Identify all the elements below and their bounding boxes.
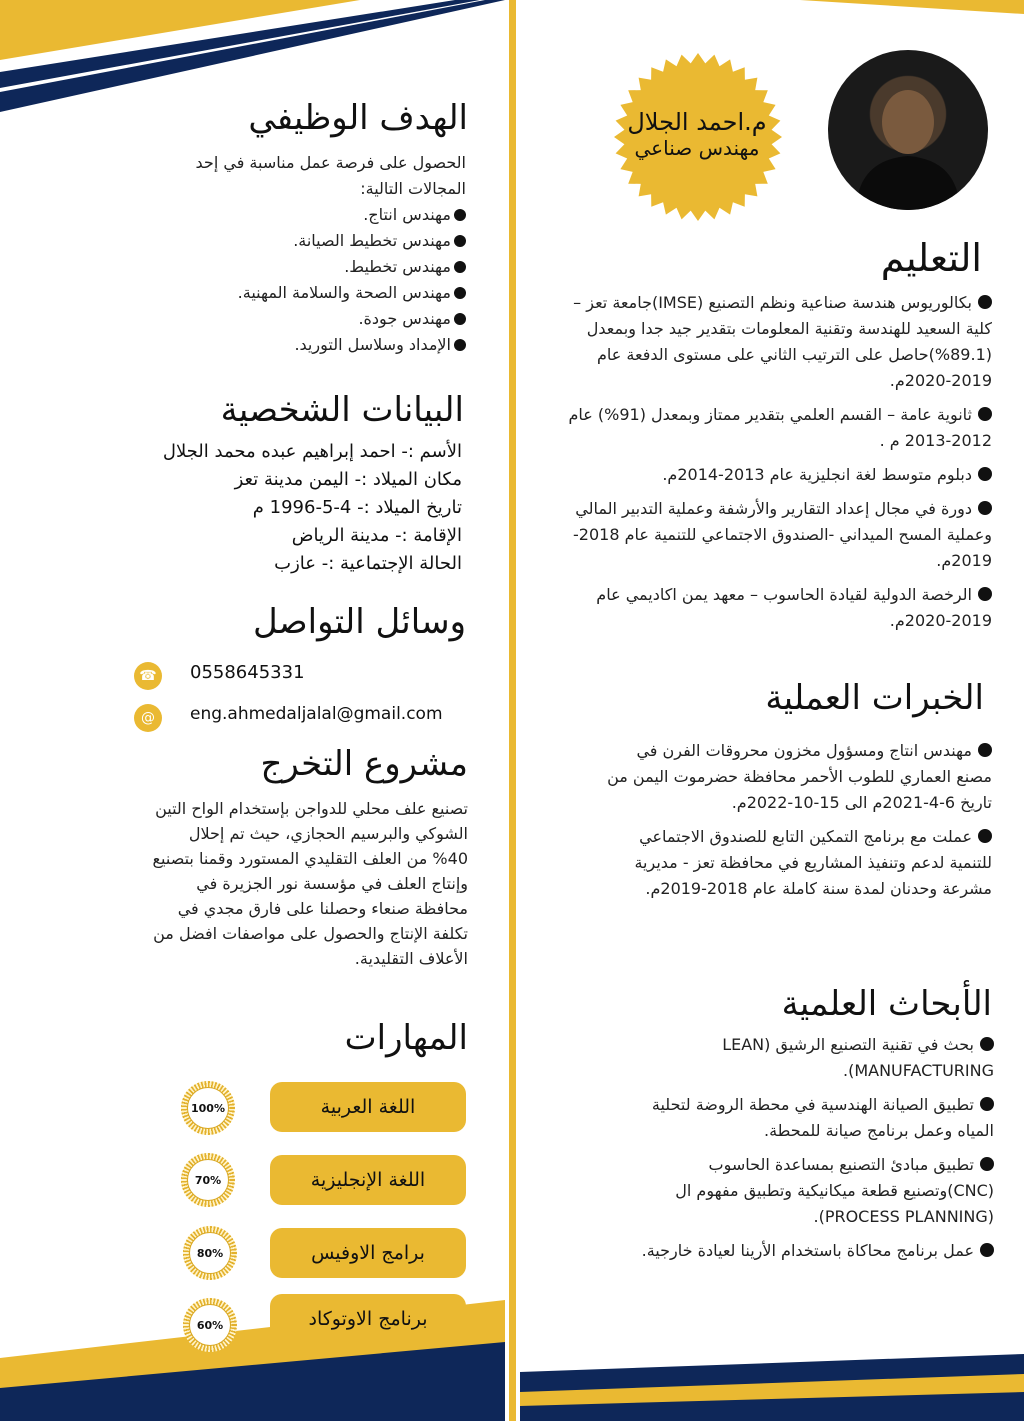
- phone-number[interactable]: 0558645331: [190, 662, 305, 683]
- personal-line: الحالة الإجتماعية :- عازب: [274, 553, 462, 574]
- list-item: مهندس تخطيط الصيانة.: [140, 228, 466, 254]
- at-icon[interactable]: @: [134, 704, 162, 732]
- personal-heading: البيانات الشخصية: [220, 390, 464, 430]
- list-item: مهندس الصحة والسلامة المهنية.: [140, 280, 466, 306]
- list-item: عمل برنامج محاكاة باستخدام الأرينا لعيادة خارجية.: [640, 1238, 994, 1264]
- personal-line: تاريخ الميلاد :- 4-5-1996 م: [252, 497, 462, 518]
- personal-line: مكان الميلاد :- اليمن مدينة تعز: [234, 469, 462, 490]
- skill-ring: [183, 1226, 237, 1280]
- skill-pill: اللغة العربية: [270, 1082, 466, 1132]
- skill-ring: [183, 1298, 237, 1352]
- personal-list: [100, 438, 462, 578]
- list-item: مهندس انتاج ومسؤول مخزون محروقات الفرن في مصنع العماري للطوب الأحمر محافظة حضرموت اليمن من تاريخ 6-4-2021م الى 15-10-2022م.: [607, 741, 992, 812]
- list-item: دبلوم متوسط لغة انجليزية عام 2013-2014م.: [548, 462, 992, 488]
- email-link[interactable]: eng.ahmedaljalal@gmail.com: [190, 704, 443, 724]
- list-item: مهندس انتاج.: [140, 202, 466, 228]
- personal-line: الإقامة :- مدينة الرياض: [291, 525, 462, 546]
- experience-list: [600, 738, 992, 910]
- skill-percent: 100%: [187, 1087, 229, 1129]
- list-item: مهندس تخطيط.: [140, 254, 466, 280]
- project-text: تصنيع علف محلي للدواجن بإستخدام الواح التين الشوكي والبرسيم الحجازي، حيث تم إحلال 40% من العلف التقليدي المستورد وقمنا بتصنيع وإنتاج العلف في مؤسسة نور الجزيرة في محافظة صنعاء وحصلنا على فارق مجدي في تكلفة الإنتاج والحصول على مواصفات افضل من الأعلاف التقليدية.: [152, 799, 468, 968]
- list-item: الإمداد وسلاسل التوريد.: [140, 332, 466, 358]
- list-item: ثانوية عامة – القسم العلمي بتقدير ممتاز وبمعدل (91%) عام 2012-2013 م .: [568, 405, 992, 450]
- contact-heading: وسائل التواصل: [253, 602, 466, 642]
- personal-line: الأسم :- احمد إبراهيم عبده محمد الجلال: [162, 441, 462, 462]
- objective-list: [140, 202, 466, 358]
- person-name: م.احمد الجلال: [627, 108, 767, 136]
- skill-pill: برامج الاوفيس: [270, 1228, 466, 1278]
- skills-heading: المهارات: [344, 1018, 468, 1058]
- experience-heading: الخبرات العملية: [765, 678, 984, 718]
- objective-heading: الهدف الوظيفي: [248, 98, 468, 138]
- person-icon: [828, 50, 988, 210]
- person-title: مهندس صناعي: [634, 136, 760, 160]
- education-heading: التعليم: [880, 236, 982, 280]
- list-item: تطبيق مبادئ التصنيع بمساعدة الحاسوب (CNC)وتصنيع قطعة ميكانيكية وتطبيق مفهوم ال (PROCESS PLANNING).: [675, 1155, 994, 1226]
- research-list: [640, 1032, 994, 1272]
- skill-ring: [181, 1153, 235, 1207]
- objective-intro: الحصول على فرصة عمل مناسبة في إحد المجالات التالية:: [195, 153, 466, 198]
- project-heading: مشروع التخرج: [260, 744, 468, 784]
- phone-icon[interactable]: ☎: [134, 662, 162, 690]
- name-block: [604, 108, 790, 160]
- education-list: [548, 290, 992, 642]
- skill-pill: اللغة الإنجليزية: [270, 1155, 466, 1205]
- list-item: تطبيق الصيانة الهندسية في محطة الروضة لتحلية المياه وعمل برنامج صيانة للمحطة.: [651, 1095, 994, 1140]
- list-item: دورة في مجال إعداد التقارير والأرشفة وعملية التدبير المالي وعملية المسح الميداني -الصندوق الاجتماعي للتنمية عام 2018-2019م.: [573, 499, 992, 570]
- skill-percent: 70%: [187, 1159, 229, 1201]
- skill-ring: [181, 1081, 235, 1135]
- research-heading: الأبحاث العلمية: [781, 984, 992, 1024]
- list-item: عملت مع برنامج التمكين التابع للصندوق الاجتماعي للتنمية لدعم وتنفيذ المشاريع في محافظة تعز - مديرية مشرعة وحدنان لمدة سنة كاملة عام 2018-2019م.: [634, 827, 992, 898]
- profile-photo: [828, 50, 988, 210]
- skill-percent: 80%: [189, 1232, 231, 1274]
- skill-percent: 60%: [189, 1304, 231, 1346]
- list-item: مهندس جودة.: [140, 306, 466, 332]
- list-item: بحث في تقنية التصنيع الرشيق (LEAN MANUFACTURING).: [722, 1035, 994, 1080]
- skill-pill: برنامج الاوتوكاد: [270, 1294, 466, 1344]
- list-item: الرخصة الدولية لقيادة الحاسوب – معهد يمن اكاديمي عام 2019-2020م.: [596, 585, 992, 630]
- list-item: بكالوريوس هندسة صناعية ونظم التصنيع (IMSE)جامعة تعز – كلية السعيد للهندسة وتقنية المعلومات بتقدير جيد جدا وبمعدل (89.1%)حاصل على الترتيب الثاني على مستوى الدفعة عام 2019-2020م.: [573, 293, 992, 390]
